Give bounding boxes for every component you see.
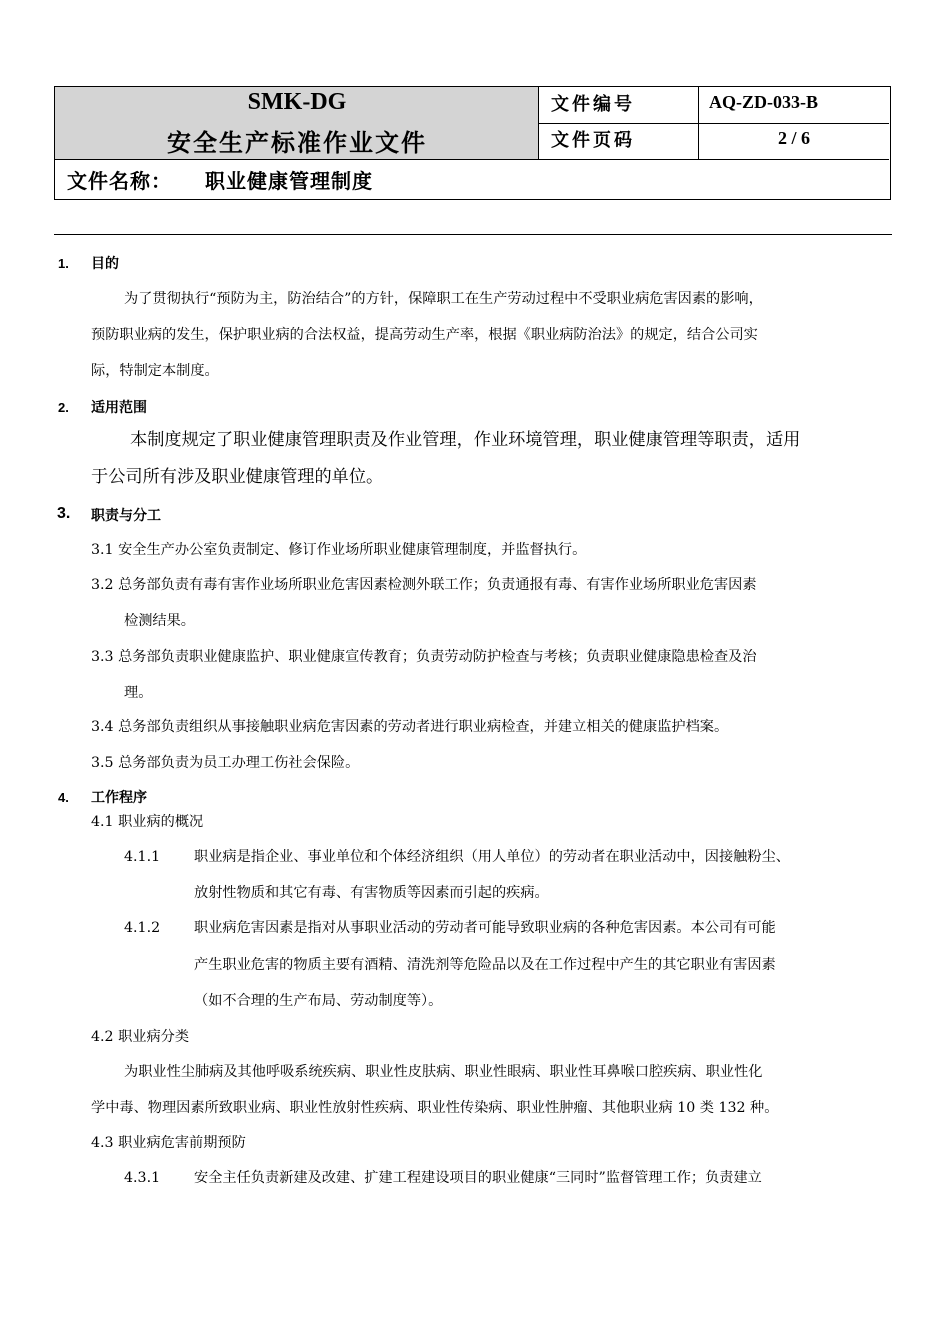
document-name-row	[55, 160, 889, 199]
clause-4-3-1-number: 4.3.1	[124, 1170, 161, 1186]
section-3-item: 3.2 总务部负责有毒有害作业场所职业危害因素检测外联工作；负责通报有毒、有害作业场所职业危害因素	[91, 577, 757, 593]
section-3-item: 3.3 总务部负责职业健康监护、职业健康宣传教育；负责劳动防护检查与考核；负责职业健康隐患检查及治	[91, 649, 757, 665]
document-header-table	[54, 86, 891, 200]
subsection-4-3-title: 4.3 职业病危害前期预防	[91, 1135, 246, 1151]
document-type: 安全生产标准作业文件	[167, 128, 427, 157]
clause-4-1-1-line: 放射性物质和其它有毒、有害物质等因素而引起的疾病。	[194, 885, 549, 901]
section-3-item: 3.1 安全生产办公室负责制定、修订作业场所职业健康管理制度，并监督执行。	[91, 542, 587, 558]
section-1-line: 际，特制定本制度。	[91, 363, 219, 379]
header-title-cell	[55, 87, 539, 160]
section-2-title: 适用范围	[91, 400, 147, 416]
section-1-line: 预防职业病的发生，保护职业病的合法权益，提高劳动生产率，根据《职业病防治法》的规定，结合公司实	[91, 327, 758, 343]
section-3-title: 职责与分工	[91, 508, 161, 524]
subsection-4-2-line: 为职业性尘肺病及其他呼吸系统疾病、职业性皮肤病、职业性眼病、职业性耳鼻喉口腔疾病、职业性化	[124, 1064, 763, 1080]
clause-4-1-2-number: 4.1.2	[124, 920, 161, 936]
company-code: SMK-DG	[247, 89, 347, 115]
clause-4-1-1-line: 职业病是指企业、事业单位和个体经济组织（用人单位）的劳动者在职业活动中，因接触粉尘、	[194, 849, 790, 865]
document-name-label: 文件名称：	[67, 169, 172, 193]
section-1-line: 为了贯彻执行“预防为主，防治结合”的方针，保障职工在生产劳动过程中不受职业病危害因素的影响，	[124, 291, 763, 307]
section-3-item: 3.4 总务部负责组织从事接触职业病危害因素的劳动者进行职业病检查，并建立相关的健康监护档案。	[91, 719, 729, 735]
subsection-4-2-title: 4.2 职业病分类	[91, 1029, 190, 1045]
section-2-line: 本制度规定了职业健康管理职责及作业管理，作业环境管理，职业健康管理等职责，适用	[130, 430, 801, 450]
clause-4-3-1-line: 安全主任负责新建及改建、扩建工程建设项目的职业健康“三同时”监督管理工作；负责建立	[194, 1170, 762, 1186]
doc-number-value: AQ-ZD-033-B	[699, 87, 889, 124]
section-3-number: 3.	[57, 505, 71, 522]
section-1-number: 1.	[58, 256, 69, 271]
section-1-title: 目的	[91, 256, 119, 272]
clause-4-1-2-line: 职业病危害因素是指对从事职业活动的劳动者可能导致职业病的各种危害因素。本公司有可能	[194, 920, 776, 936]
subsection-4-1-title: 4.1 职业病的概况	[91, 814, 204, 830]
clause-4-1-2-line: 产生职业危害的物质主要有酒精、清洗剂等危险品以及在工作过程中产生的其它职业有害因素	[194, 957, 776, 973]
document-name: 职业健康管理制度	[205, 169, 373, 193]
header-divider	[54, 234, 892, 235]
section-3-item: 检测结果。	[124, 613, 195, 629]
subsection-4-2-line: 学中毒、物理因素所致职业病、职业性放射性疾病、职业性传染病、职业性肿瘤、其他职业病 10 类 132 种。	[91, 1100, 779, 1116]
section-4-number: 4.	[58, 790, 69, 805]
section-2-number: 2.	[58, 400, 69, 415]
clause-4-1-1-number: 4.1.1	[124, 849, 161, 865]
section-2-line: 于公司所有涉及职业健康管理的单位。	[91, 467, 384, 487]
section-3-item: 理。	[124, 685, 153, 701]
doc-number-label: 文件编号	[539, 87, 699, 124]
section-4-title: 工作程序	[91, 790, 147, 806]
page-number-label: 文件页码	[539, 124, 699, 160]
section-3-item: 3.5 总务部负责为员工办理工伤社会保险。	[91, 755, 360, 771]
clause-4-1-2-line: （如不合理的生产布局、劳动制度等）。	[194, 993, 443, 1009]
page-number-value: 2 / 6	[699, 124, 889, 160]
